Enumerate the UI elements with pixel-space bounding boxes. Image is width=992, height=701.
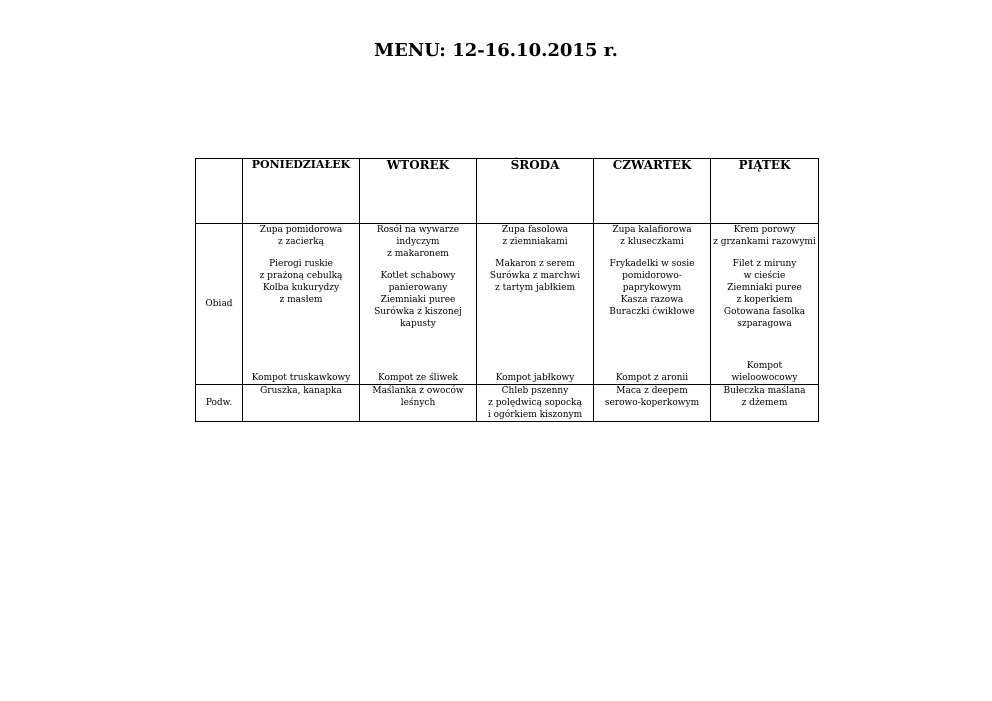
main-dish-group bbox=[245, 258, 357, 306]
soup-group bbox=[479, 224, 591, 248]
obiad-cell bbox=[711, 224, 819, 385]
drink-line: Kompot jabłkowy bbox=[495, 373, 575, 383]
soup-line: Zupa pomidorowa bbox=[259, 225, 343, 235]
main-dish-line: Filet z miruny bbox=[732, 259, 797, 269]
menu-table bbox=[195, 158, 819, 422]
day-header-friday: PIĄTEK bbox=[711, 159, 819, 224]
soup-line: z zacierką bbox=[277, 237, 325, 247]
main-dish-group bbox=[479, 258, 591, 294]
main-dish-line: Surówka z marchwi bbox=[489, 271, 581, 281]
soup-line: z ziemniakami bbox=[502, 237, 568, 247]
podw-cell bbox=[711, 385, 819, 422]
main-dish-line: z prażoną cebulką bbox=[259, 271, 343, 281]
soup-line: indyczym bbox=[396, 237, 440, 247]
soup-line: Zupa fasolowa bbox=[501, 225, 569, 235]
main-dish-line: Surówka z kiszonej bbox=[374, 307, 462, 317]
snack-line: i ogórkiem kiszonym bbox=[487, 410, 583, 420]
drink-line: wieloowocowy bbox=[731, 373, 798, 383]
header-row bbox=[196, 159, 819, 224]
obiad-cell bbox=[594, 224, 711, 385]
snack-line: Chleb pszenny bbox=[501, 386, 569, 396]
main-dish-line: kapusty bbox=[400, 319, 436, 329]
soup-group bbox=[713, 224, 816, 248]
main-dish-line: Pierogi ruskie bbox=[269, 259, 333, 269]
main-dish-group bbox=[362, 270, 474, 330]
page-title: MENU: 12-16.10.2015 r. bbox=[374, 40, 618, 61]
main-dish-line: szparagowa bbox=[737, 319, 792, 329]
drink-line: Kompot z aronii bbox=[615, 373, 689, 383]
drink-line: Kompot ze śliwek bbox=[378, 373, 458, 383]
day-header-tuesday: WTOREK bbox=[360, 159, 477, 224]
main-dish-line: pomidorowo- bbox=[622, 271, 682, 281]
row-label-obiad: Obiad bbox=[196, 224, 243, 385]
snack-line: z dżemem bbox=[741, 398, 788, 408]
snack-line: Maca z deepem bbox=[616, 386, 688, 396]
drink-group bbox=[711, 360, 818, 384]
podw-row bbox=[196, 385, 819, 422]
main-dish-group bbox=[713, 258, 816, 330]
row-label-podw: Podw. bbox=[196, 385, 243, 422]
main-dish-line: panierowany bbox=[388, 283, 448, 293]
soup-line: Krem porowy bbox=[733, 225, 796, 235]
main-dish-line: Ziemniaki puree bbox=[727, 283, 802, 293]
snack-line: Bułeczka maślana bbox=[723, 386, 806, 396]
drink-line: Kompot bbox=[746, 361, 783, 371]
main-dish-line: Buraczki ćwikłowe bbox=[609, 307, 695, 317]
main-dish-line: Frykadelki w sosie bbox=[609, 259, 695, 269]
main-dish-line: z masłem bbox=[279, 295, 323, 305]
day-header-thursday: CZWARTEK bbox=[594, 159, 711, 224]
main-dish-line: Ziemniaki puree bbox=[380, 295, 456, 305]
corner-cell bbox=[196, 159, 243, 224]
main-dish-line: Gotowana fasolka bbox=[723, 307, 806, 317]
podw-cell bbox=[594, 385, 711, 422]
soup-line: Zupa kalafiorowa bbox=[612, 225, 692, 235]
main-dish-line: Kotlet schabowy bbox=[380, 271, 456, 281]
snack-line: z polędwicą sopocką bbox=[488, 398, 582, 408]
soup-line: z makaronem bbox=[387, 249, 449, 259]
soup-group bbox=[245, 224, 357, 248]
main-dish-line: Makaron z serem bbox=[495, 259, 575, 269]
obiad-cell bbox=[243, 224, 360, 385]
main-dish-line: z tartym jabłkiem bbox=[494, 283, 575, 293]
main-dish-line: Kolba kukurydzy bbox=[262, 283, 340, 293]
drink-group bbox=[477, 372, 593, 384]
soup-line: z grzankami razowymi bbox=[713, 237, 816, 247]
podw-cell bbox=[243, 385, 360, 422]
day-header-monday: PONIEDZIAŁEK bbox=[243, 159, 360, 224]
obiad-cell bbox=[477, 224, 594, 385]
soup-group bbox=[362, 224, 474, 260]
drink-group bbox=[594, 372, 710, 384]
drink-group bbox=[243, 372, 359, 384]
snack-line: Gruszka, kanapka bbox=[260, 386, 342, 396]
main-dish-group bbox=[596, 258, 708, 318]
main-dish-line: Kasza razowa bbox=[620, 295, 684, 305]
soup-line: z kluseczkami bbox=[620, 237, 684, 247]
day-header-wednesday: ŚRODA bbox=[477, 159, 594, 224]
drink-group bbox=[360, 372, 476, 384]
soup-line: Rosół na wywarze bbox=[376, 225, 460, 235]
snack-line: leśnych bbox=[400, 398, 436, 408]
snack-line: serowo-koperkowym bbox=[604, 398, 700, 408]
soup-group bbox=[596, 224, 708, 248]
podw-cell bbox=[477, 385, 594, 422]
main-dish-line: paprykowym bbox=[622, 283, 682, 293]
snack-line: Maślanka z owoców bbox=[372, 386, 464, 396]
obiad-row bbox=[196, 224, 819, 385]
obiad-cell bbox=[360, 224, 477, 385]
podw-cell bbox=[360, 385, 477, 422]
main-dish-line: z koperkiem bbox=[736, 295, 793, 305]
main-dish-line: w cieście bbox=[743, 271, 786, 281]
drink-line: Kompot truskawkowy bbox=[251, 373, 351, 383]
